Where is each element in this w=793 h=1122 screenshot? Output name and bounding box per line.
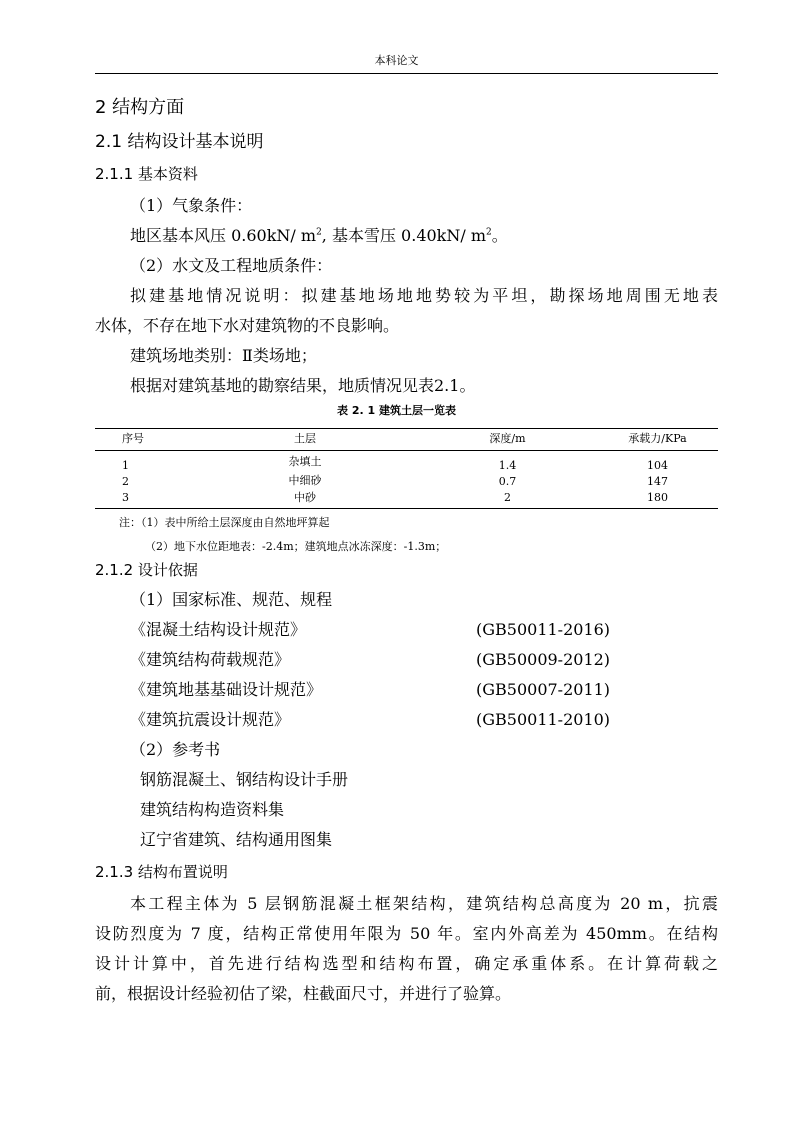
wind-snow-pressure: 地区基本风压 0.60kN/ $m^2$, 基本雪压 0.40kN/ $m^2$。 bbox=[130, 226, 508, 245]
table-note-1: 注：（1）表中所给土层深度由自然地坪算起 bbox=[119, 516, 330, 529]
site-class: 建筑场地类别：Ⅱ类场地； bbox=[130, 346, 317, 365]
table-header-layer: 土层 bbox=[294, 432, 316, 445]
layout-paragraph-line: 设防烈度为 7 度，结构正常使用年限为 50 年。室内外高差为 450mm。在结构 bbox=[95, 924, 718, 943]
item-standards: （1）国家标准、规范、规程 bbox=[130, 590, 333, 609]
subsection-2-1-1-title: 2.1.1 基本资料 bbox=[95, 165, 198, 183]
item-weather: （1）气象条件： bbox=[130, 196, 253, 215]
subsection-2-1-3-title: 2.1.3 结构布置说明 bbox=[95, 863, 228, 881]
table-cell: 中砂 bbox=[294, 491, 316, 504]
table-bottom-rule bbox=[95, 508, 718, 509]
reference-book: 辽宁省建筑、结构通用图集 bbox=[140, 830, 333, 849]
table-cell: 中细砂 bbox=[288, 474, 322, 487]
reference-book: 建筑结构构造资料集 bbox=[140, 800, 285, 819]
layout-paragraph-line: 本工程主体为 5 层钢筋混凝土框架结构，建筑结构总高度为 20 m，抗震 bbox=[130, 894, 718, 913]
table-cell: 杂填土 bbox=[288, 455, 322, 468]
standard-code: (GB50011-2010) bbox=[476, 710, 611, 729]
standard-name: 《建筑抗震设计规范》 bbox=[130, 710, 291, 729]
table-cell: 2 bbox=[504, 491, 511, 504]
standard-name: 《混凝土结构设计规范》 bbox=[130, 620, 307, 639]
standard-name: 《建筑地基基础设计规范》 bbox=[130, 680, 323, 699]
reference-book: 钢筋混凝土、钢结构设计手册 bbox=[140, 770, 349, 789]
table-header-rule bbox=[95, 450, 718, 451]
table-cell: 2 bbox=[122, 475, 129, 488]
subsection-2-1-title: 2.1 结构设计基本说明 bbox=[95, 132, 264, 152]
table-header-no: 序号 bbox=[122, 432, 144, 445]
table-header-depth: 深度/m bbox=[489, 432, 526, 445]
table-note-2: （2）地下水位距地表：-2.4m；建筑地点冰冻深度：-1.3m； bbox=[145, 540, 447, 553]
site-description-line1: 拟建基地情况说明：拟建基地场地地势较为平坦，勘探场地周围无地表 bbox=[130, 286, 718, 305]
item-hydro: （2）水文及工程地质条件： bbox=[130, 256, 333, 275]
standard-code: (GB50009-2012) bbox=[476, 650, 611, 669]
standard-name: 《建筑结构荷载规范》 bbox=[130, 650, 291, 669]
table-cell: 104 bbox=[647, 459, 668, 472]
page-header: 本科论文 bbox=[374, 54, 419, 67]
table-header-capacity: 承载力/KPa bbox=[628, 432, 687, 445]
table-cell: 1 bbox=[122, 459, 129, 472]
survey-text: 根据对建筑基地的勘察结果，地质情况见表2.1。 bbox=[130, 376, 476, 395]
table-caption: 表 2. 1 建筑土层一览表 bbox=[337, 404, 456, 417]
subsection-2-1-2-title: 2.1.2 设计依据 bbox=[95, 561, 198, 579]
table-cell: 1.4 bbox=[498, 459, 517, 472]
table-cell: 180 bbox=[647, 491, 668, 504]
site-description-line2: 水体，不存在地下水对建筑物的不良影响。 bbox=[95, 316, 400, 335]
table-cell: 3 bbox=[122, 491, 129, 504]
table-top-rule bbox=[95, 428, 718, 429]
header-rule bbox=[95, 73, 718, 74]
standard-code: (GB50011-2016) bbox=[476, 620, 611, 639]
layout-paragraph-line: 前，根据设计经验初估了梁，柱截面尺寸，并进行了验算。 bbox=[95, 984, 512, 1003]
table-cell: 147 bbox=[647, 475, 668, 488]
section-title: 2 结构方面 bbox=[95, 97, 185, 118]
table-cell: 0.7 bbox=[498, 475, 517, 488]
item-reference-books: （2）参考书 bbox=[130, 740, 221, 759]
standard-code: (GB50007-2011) bbox=[476, 680, 611, 699]
layout-paragraph-line: 设计计算中，首先进行结构选型和结构布置，确定承重体系。在计算荷载之 bbox=[95, 954, 718, 973]
